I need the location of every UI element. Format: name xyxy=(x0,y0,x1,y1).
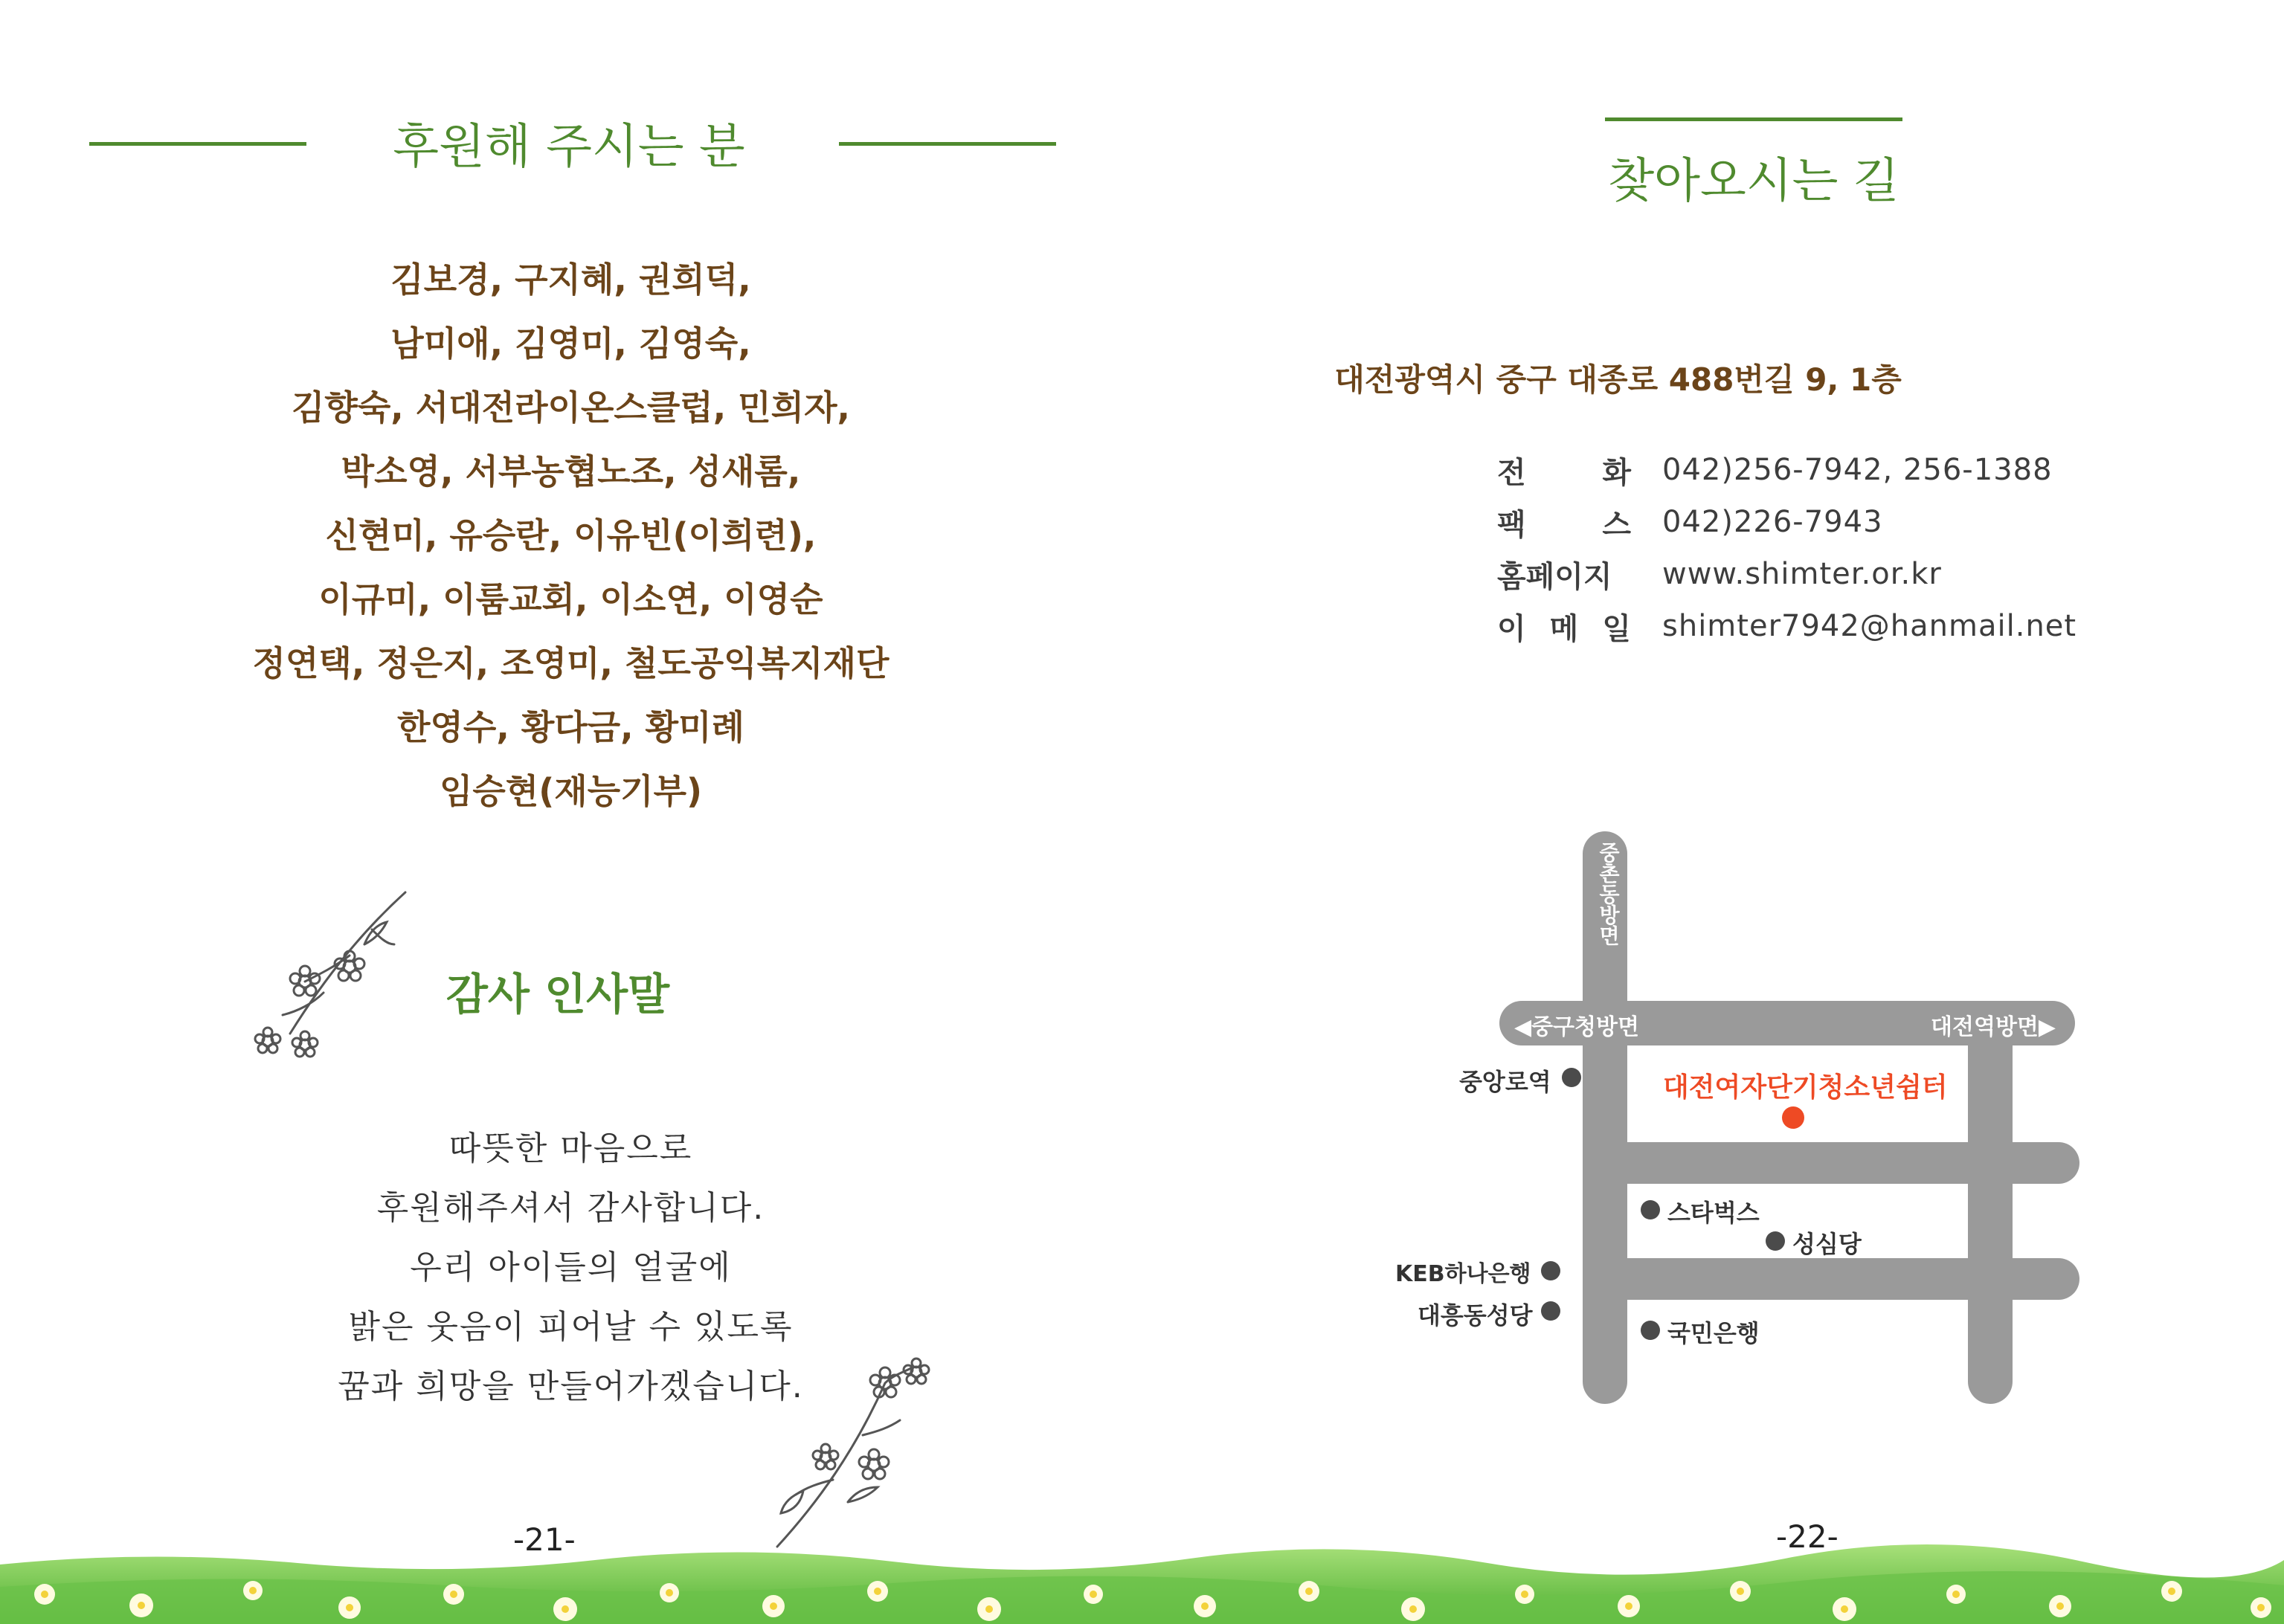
donor-line: 김향숙, 서대전라이온스클럽, 민희자, xyxy=(292,387,850,428)
place-marker-jungang-station xyxy=(1562,1068,1581,1087)
email-link[interactable]: shimter7942@hanmail.net xyxy=(1662,609,2077,643)
flower-branch-icon xyxy=(773,1353,937,1554)
place-label-starbucks: 스타벅스 xyxy=(1667,1199,1760,1227)
donor-line: 남미애, 김영미, 김영숙, xyxy=(390,323,751,364)
page-number: -21- xyxy=(513,1521,576,1558)
thanks-line: 꿈과 희망을 만들어가겠습니다. xyxy=(338,1367,804,1405)
donor-line: 이규미, 이룸교회, 이소연, 이영순 xyxy=(318,579,823,619)
place-label-daeheung-church: 대흥동성당 xyxy=(1418,1301,1533,1330)
fax-label: 팩 스 xyxy=(1497,507,1631,542)
email-label: 이 메 일 xyxy=(1497,611,1631,646)
donor-line: 신현미, 유승란, 이유빈(이희련), xyxy=(325,515,817,555)
homepage-link[interactable]: www.shimter.or.kr xyxy=(1662,557,1942,591)
contact-homepage xyxy=(1497,552,1942,596)
directions-title: 찾아오시는 길 xyxy=(1608,154,1899,209)
fax-value: 042)226-7943 xyxy=(1662,505,1883,539)
donor-line: 임승현(재능기부) xyxy=(439,771,703,811)
place-marker-daeheung-church xyxy=(1541,1301,1560,1321)
road-label-east: 대전역방면▶ xyxy=(1931,1014,2056,1040)
phone-value: 042)256-7942, 256-1388 xyxy=(1662,453,2053,487)
thanks-line: 따뜻한 마음으로 xyxy=(448,1130,693,1167)
place-label-sungsimdang: 성심당 xyxy=(1792,1230,1862,1258)
page-number: -22- xyxy=(1776,1518,1839,1555)
shelter-marker[interactable] xyxy=(1782,1106,1804,1129)
title-divider-right xyxy=(839,142,1056,146)
address-text: 대전광역시 중구 대종로 488번길 9, 1층 xyxy=(1334,361,1902,398)
thanks-line: 후원해주셔서 감사합니다. xyxy=(376,1189,765,1227)
thanks-line: 우리 아이들의 얼굴에 xyxy=(410,1248,732,1286)
thanks-title: 감사 인사말 xyxy=(445,969,670,1019)
homepage-label: 홈페이지 xyxy=(1497,559,1612,594)
right-page xyxy=(1142,0,2284,1624)
donors-title: 후원해 주시는 분 xyxy=(393,120,745,175)
contact-email xyxy=(1497,604,2076,648)
road-horizontal-lower xyxy=(1583,1258,2079,1300)
donor-line: 김보경, 구지혜, 권희덕, xyxy=(390,260,751,300)
grass-flowers-border xyxy=(0,1542,2284,1624)
title-divider xyxy=(1605,117,1902,121)
donor-line: 박소영, 서부농협노조, 성새롬, xyxy=(341,451,801,492)
road-label-north: 중촌동방면 xyxy=(1596,842,1621,946)
place-label-keb-bank: KEB하나은행 xyxy=(1395,1261,1531,1287)
place-label-jungang-station: 중앙로역 xyxy=(1459,1068,1551,1096)
road-vertical-right xyxy=(1968,1004,2013,1404)
place-marker-starbucks xyxy=(1641,1200,1660,1219)
place-label-kookmin-bank: 국민은행 xyxy=(1667,1319,1760,1347)
place-marker-kookmin-bank xyxy=(1641,1321,1660,1340)
thanks-line: 밝은 웃음이 피어날 수 있도록 xyxy=(348,1308,794,1346)
shelter-label: 대전여자단기청소년쉼터 xyxy=(1663,1072,1948,1103)
title-divider-left xyxy=(89,142,306,146)
road-horizontal-middle xyxy=(1583,1142,2079,1184)
contact-phone xyxy=(1497,448,2053,492)
contact-fax xyxy=(1497,500,1883,544)
phone-label: 전 화 xyxy=(1497,455,1631,490)
donor-line: 정연택, 정은지, 조영미, 철도공익복지재단 xyxy=(252,643,890,683)
road-label-west: ◀중구청방면 xyxy=(1514,1014,1639,1040)
place-marker-keb-bank xyxy=(1541,1261,1560,1280)
flower-branch-icon xyxy=(245,885,416,1071)
place-marker-sungsimdang xyxy=(1766,1231,1785,1251)
donor-line: 한영수, 황다금, 황미례 xyxy=(397,707,744,747)
